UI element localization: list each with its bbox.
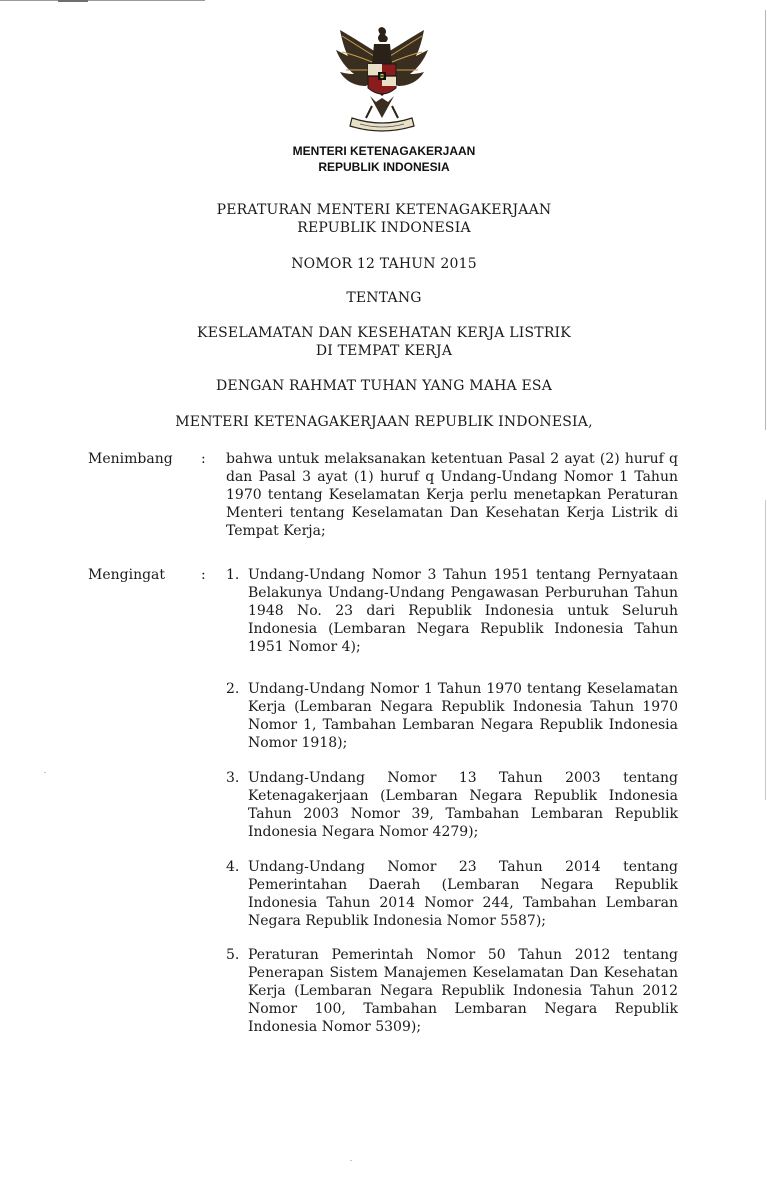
- mengingat-item-text: Undang-Undang Nomor 3 Tahun 1951 tentang Pernyataan Belakunya Undang-Undang Pengawasan Perburuhan Tahun 1948 No. 23 dari Republik Indonesia untuk Seluruh Indonesia (Lembaran Negara Republik Indonesia Tahun 1951 Nomor 4);: [248, 567, 678, 655]
- mengingat-item-text: Undang-Undang Nomor 23 Tahun 2014 tentang Pemerintahan Daerah (Lembaran Negara Republik Indonesia Tahun 2014 Nomor 244, Tambahan Lembaran Negara Republik Indonesia Nomor 5587);: [248, 859, 678, 929]
- regulation-subject-line1: KESELAMATAN DAN KESEHATAN KERJA LISTRIK: [197, 325, 571, 341]
- scan-edge-right-lower: [765, 500, 766, 800]
- mengingat-item-number: 1.: [226, 567, 240, 583]
- mengingat-item-number: 4.: [226, 859, 240, 875]
- menimbang-colon: :: [201, 451, 206, 467]
- ministry-name: MENTERI KETENAGAKERJAAN: [292, 144, 476, 158]
- mengingat-label: Mengingat: [88, 567, 166, 583]
- mengingat-item-text: Undang-Undang Nomor 13 Tahun 2003 tentang Ketenagakerjaan (Lembaran Negara Republik Indonesia Tahun 2003 Nomor 39, Tambahan Lembaran Republik Indonesia Negara Nomor 4279);: [248, 770, 678, 840]
- regulation-subject-line2: DI TEMPAT KERJA: [315, 343, 453, 359]
- scan-edge-mark: [58, 0, 88, 2]
- mengingat-item-number: 5.: [226, 947, 240, 963]
- grace-statement: DENGAN RAHMAT TUHAN YANG MAHA ESA: [215, 378, 553, 394]
- scan-edge-top: [0, 0, 205, 1]
- mengingat-colon: :: [201, 567, 206, 583]
- scan-speck: [350, 1160, 352, 1161]
- mengingat-item-number: 2.: [226, 681, 240, 697]
- regulation-title-line1: PERATURAN MENTERI KETENAGAKERJAAN: [216, 202, 552, 218]
- regulation-about: TENTANG: [346, 290, 422, 306]
- regulation-number: NOMOR 12 TAHUN 2015: [291, 256, 477, 272]
- mengingat-item-number: 3.: [226, 770, 240, 786]
- garuda-emblem-icon: [330, 26, 434, 136]
- menimbang-label: Menimbang: [88, 451, 173, 467]
- menimbang-text: bahwa untuk melaksanakan ketentuan Pasal 2 ayat (2) huruf q dan Pasal 3 ayat (1) huruf q Undang-Undang Nomor 1 Tahun 1970 tentang Keselamatan Kerja perlu menetapkan Peraturan Menteri tentang Keselamatan Dan Kesehatan Kerja Listrik di Tempat Kerja;: [226, 451, 678, 539]
- ministry-country: REPUBLIK INDONESIA: [318, 160, 450, 174]
- mengingat-item-text: Undang-Undang Nomor 1 Tahun 1970 tentang Keselamatan Kerja (Lembaran Negara Republik Indonesia Tahun 1970 Nomor 1, Tambahan Lembaran Negara Republik Indonesia Nomor 1918);: [248, 681, 678, 751]
- regulation-title-line2: REPUBLIK INDONESIA: [297, 220, 471, 236]
- issuer-statement: MENTERI KETENAGAKERJAAN REPUBLIK INDONESIA,: [175, 414, 593, 430]
- mengingat-item-text: Peraturan Pemerintah Nomor 50 Tahun 2012 tentang Penerapan Sistem Manajemen Keselamatan Dan Kesehatan Kerja (Lembaran Negara Republik Indonesia Tahun 2012 Nomor 100, Tambahan Lembaran Negara Republik Indonesia Nomor 5309);: [248, 947, 678, 1035]
- scan-speck: [44, 772, 46, 773]
